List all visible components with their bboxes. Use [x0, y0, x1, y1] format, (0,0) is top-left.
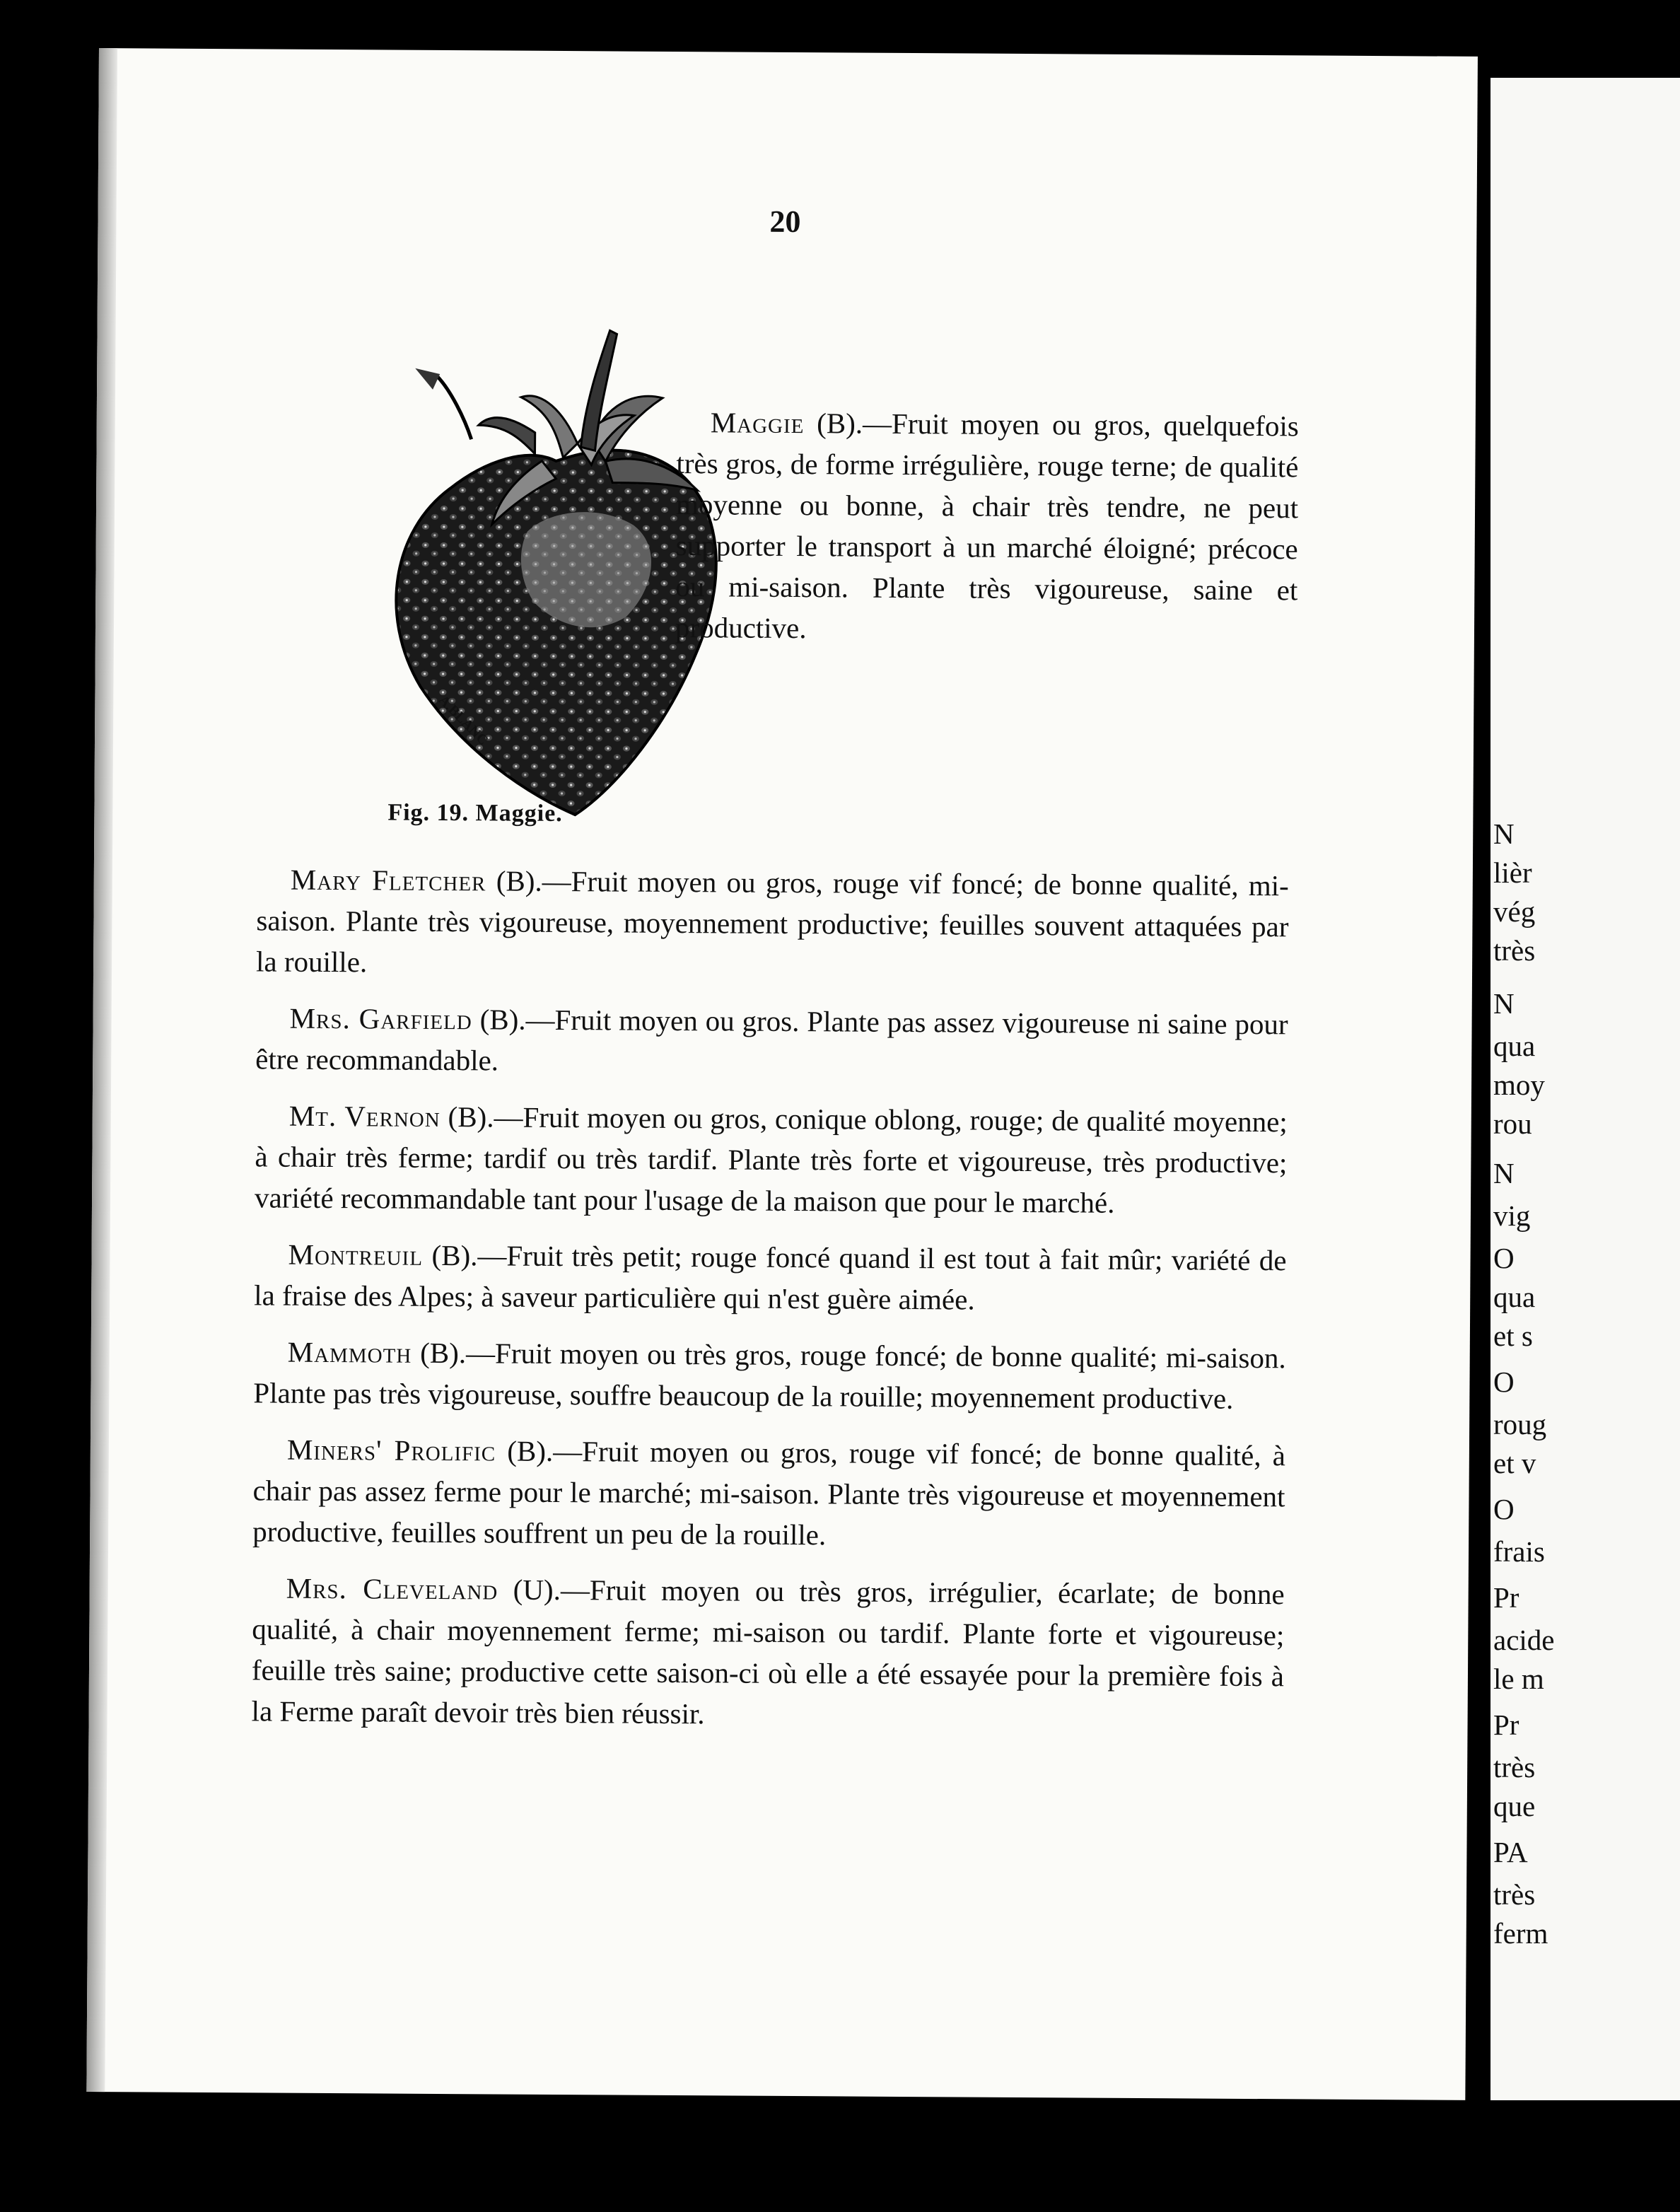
- fragment-line: vig: [1493, 1199, 1531, 1232]
- fragment-line: N: [1493, 1157, 1515, 1189]
- entry-mammoth: [253, 1331, 1286, 1419]
- svg-text:A.BLANC: A.BLANC: [435, 692, 491, 749]
- fragment-line: et v: [1493, 1447, 1536, 1479]
- variety-code: (U).: [513, 1573, 561, 1607]
- entry-mary-fletcher: [256, 858, 1289, 988]
- fragment-line: N: [1493, 987, 1515, 1020]
- variety-name: Mrs. Cleveland: [286, 1571, 498, 1606]
- variety-code: (B).: [420, 1336, 467, 1370]
- variety-description: —Fruit moyen ou gros. Plante pas assez vigoureuse ni saine pour être recommandable.: [255, 1003, 1288, 1077]
- figure-caption: Fig. 19. Maggie.: [387, 799, 563, 827]
- page-number: 20: [769, 204, 801, 240]
- fragment-line: très: [1493, 1878, 1536, 1911]
- entry-mrs-garfield: [255, 997, 1288, 1085]
- variety-code: (B).: [507, 1434, 554, 1467]
- fragment-line: O: [1493, 1493, 1515, 1525]
- variety-description: —Fruit moyen ou très gros, irrégulier, écarlate; de bonne qualité, à chair moyennement ferme; mi-saison ou tardif. Plante forte et vigoureuse; feuille très saine; productive cette saison-ci où elle a été essayée pour la première fois à la Ferme paraît devoir très bien réussir.: [251, 1573, 1285, 1730]
- entry-mrs-cleveland: [251, 1567, 1284, 1737]
- fragment-line: roug: [1493, 1408, 1547, 1440]
- variety-description: —Fruit très petit; rouge foncé quand il est tout à fait mûr; variété de la fraise des Alpes; à saveur particulière qui n'est guère aimée.: [254, 1239, 1287, 1316]
- fragment-line: lièr: [1493, 856, 1532, 889]
- variety-name: Mt. Vernon: [288, 1099, 441, 1133]
- left-page: [86, 48, 1478, 2100]
- entry-montreuil: [254, 1233, 1287, 1322]
- variety-list: [251, 858, 1289, 1753]
- fragment-line: ferm: [1493, 1917, 1548, 1950]
- fragment-line: rou: [1493, 1107, 1532, 1140]
- fragment-line: vég: [1493, 895, 1536, 928]
- fragment-line: acide: [1493, 1624, 1555, 1656]
- variety-description: —Fruit moyen ou gros, quelquefois très gros, de forme irrégulière, rouge terne; de qualité moyenne ou bonne, à chair très tendre, ne peut supporter le transport à un marché éloigné; précoce ou mi-saison. Plante très vigoureuse, saine et productive.: [675, 407, 1299, 645]
- fragment-line: O: [1493, 1366, 1515, 1398]
- right-page-fragment: [1491, 78, 1680, 2100]
- variety-description: —Fruit moyen ou gros, conique oblong, rouge; de qualité moyenne; à chair très ferme; tardif ou très tardif. Plante très forte et vigoureuse, très productive; variété recommandable tant pour l'usage de la maison que pour le marché.: [254, 1100, 1288, 1219]
- variety-name: Miners' Prolific: [286, 1433, 496, 1467]
- variety-description: —Fruit moyen ou très gros, rouge foncé; de bonne qualité; mi-saison. Plante pas très vigoureuse, souffre beaucoup de la rouille; moyennement productive.: [253, 1337, 1286, 1415]
- variety-name: Montreuil: [288, 1238, 424, 1271]
- fragment-line: O: [1493, 1242, 1515, 1274]
- fragment-line: N: [1493, 817, 1515, 850]
- entry-maggie: [675, 402, 1299, 651]
- variety-code: (B).: [448, 1100, 494, 1134]
- variety-name: Maggie: [710, 406, 805, 440]
- variety-description: —Fruit moyen ou gros, rouge vif foncé; de bonne qualité, mi-saison. Plante très vigoureuse, moyennement productive; feuilles souvent attaquées par la rouille.: [255, 864, 1289, 979]
- variety-name: Mary Fletcher: [290, 863, 486, 897]
- fragment-line: le m: [1493, 1663, 1544, 1695]
- variety-code: (B).: [817, 407, 863, 440]
- variety-code: (B).: [479, 1003, 526, 1036]
- fragment-line: Pr: [1493, 1709, 1519, 1741]
- variety-description: —Fruit moyen ou gros, rouge vif foncé; de bonne qualité, à chair pas assez ferme pour le marché; mi-saison. Plante très vigoureuse et moyennement productive, feuilles souffrent un peu de la rouille.: [252, 1434, 1286, 1552]
- entry-miners-prolific: [252, 1428, 1285, 1558]
- fragment-line: moy: [1493, 1069, 1545, 1101]
- variety-code: (B).: [431, 1238, 478, 1272]
- variety-name: Mammoth: [287, 1335, 412, 1369]
- fragment-line: Pr: [1493, 1581, 1519, 1614]
- fragment-line: et s: [1493, 1320, 1533, 1352]
- entry-mt-vernon: [255, 1095, 1288, 1224]
- fragment-line: que: [1493, 1790, 1536, 1822]
- fragment-line: qua: [1493, 1030, 1536, 1062]
- fragment-line: PA: [1493, 1836, 1528, 1868]
- variety-code: (B).: [496, 864, 542, 897]
- fragment-line: frais: [1493, 1535, 1545, 1568]
- variety-name: Mrs. Garfield: [289, 1001, 472, 1036]
- fragment-line: très: [1493, 1751, 1536, 1783]
- fragment-line: très: [1493, 934, 1536, 967]
- fragment-line: qua: [1493, 1281, 1536, 1313]
